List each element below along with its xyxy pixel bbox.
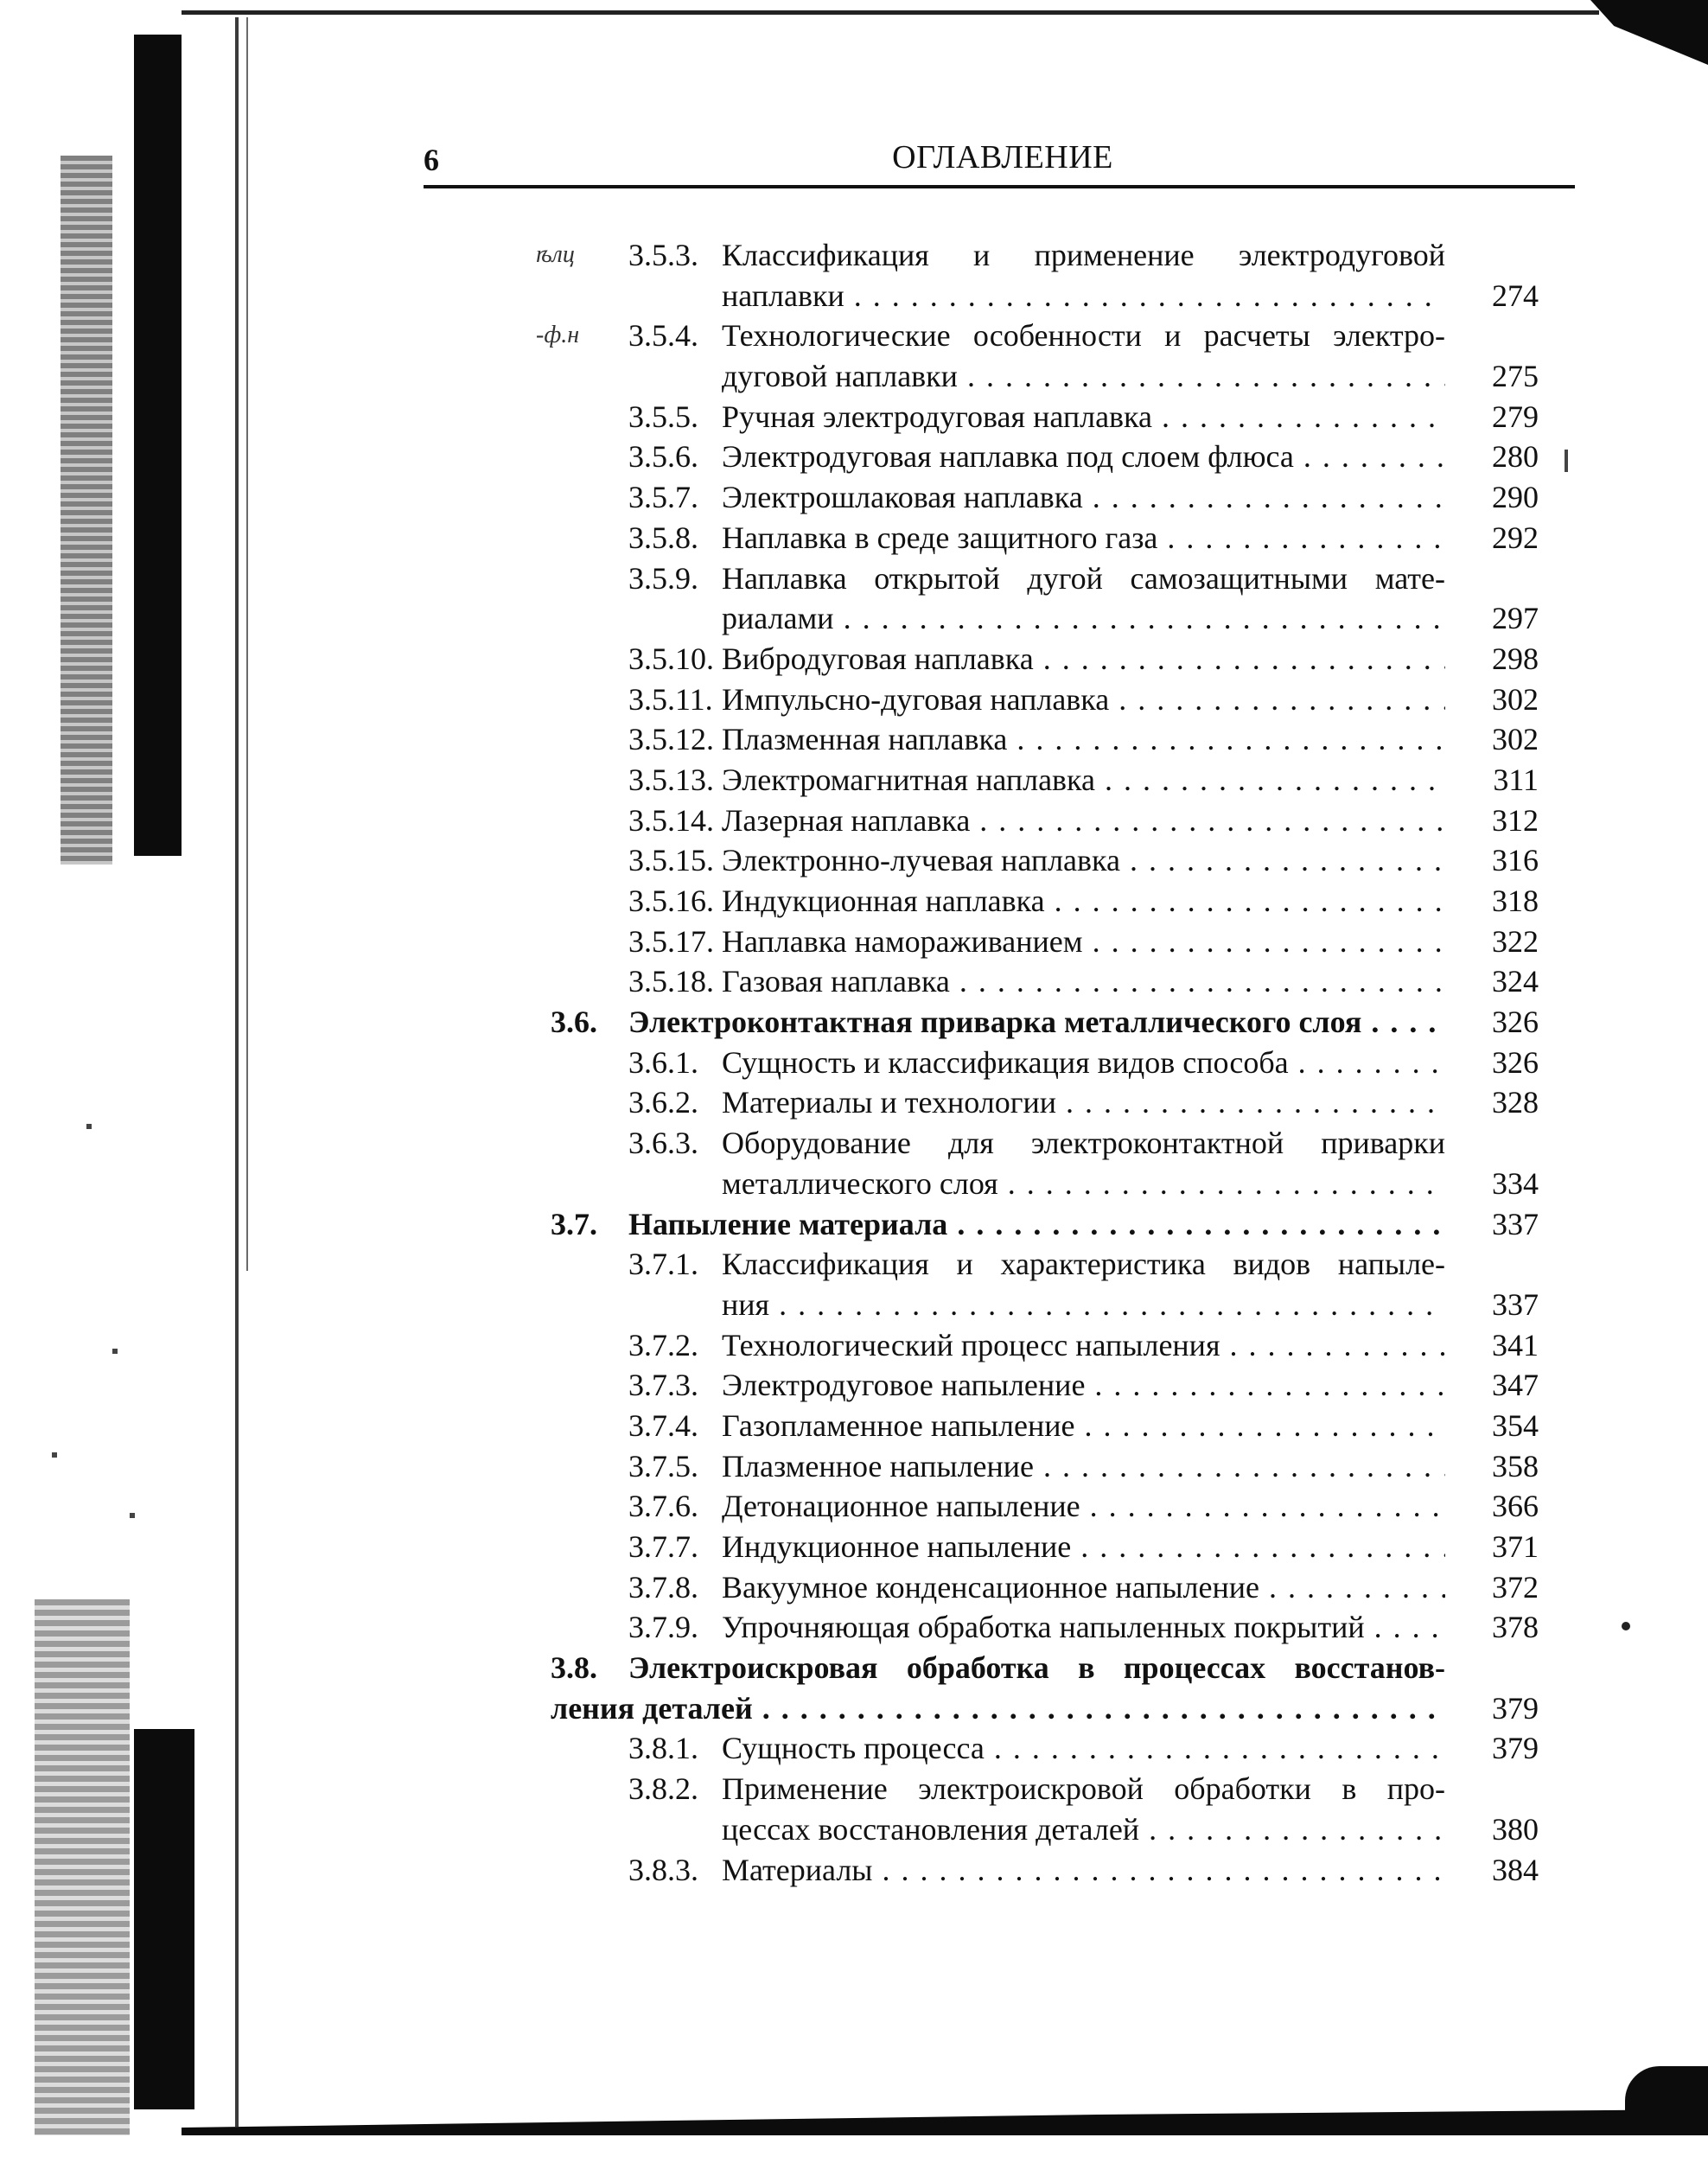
toc-entry-title: Электроконтактная приварка металлического слоя . . . [628, 1002, 1445, 1043]
toc-entry-number: 3.8. [551, 1650, 597, 1686]
toc-entry [0, 1002, 1708, 1043]
toc-entry [0, 437, 1708, 477]
toc-entry [0, 1204, 1708, 1245]
toc-entry [0, 922, 1708, 962]
toc-entry-title: Детонационное напыление . . . [722, 1486, 1445, 1527]
toc-entry-number: 3.7. [551, 1206, 597, 1241]
toc-entry-page: 380 [1492, 1811, 1539, 1847]
toc-entry-number: 3.7.4. [628, 1407, 698, 1443]
toc-entry-number: 3.5.9. [628, 560, 698, 596]
toc-entry-number: 3.5.8. [628, 520, 698, 555]
page-number: 6 [424, 143, 439, 177]
toc-entry [0, 760, 1708, 801]
toc-entry-number: 3.7.5. [628, 1448, 698, 1483]
toc-entry-title: Индукционное напыление . . . [722, 1527, 1445, 1567]
toc-entry-page: 379 [1492, 1731, 1539, 1766]
toc-entry-title: ния . . . [722, 1285, 1445, 1325]
toc-entry-number: 3.5.18. [628, 964, 714, 999]
toc-entry-page: 372 [1492, 1569, 1539, 1605]
toc-entry-title: Газопламенное напыление . . . [722, 1406, 1445, 1446]
toc-entry [0, 1567, 1708, 1608]
toc-entry-number: 3.7.6. [628, 1489, 698, 1524]
toc-entry-number: 3.5.13. [628, 762, 714, 797]
toc-entry-page: 297 [1492, 601, 1539, 636]
toc-entry [0, 1164, 1708, 1204]
toc-entry-title: Вибродуговая наплавка . . . [722, 639, 1445, 680]
toc-entry-title: цессах восстановления деталей . . . [722, 1809, 1445, 1850]
scan-top-edge [182, 10, 1599, 15]
toc-entry-title: Электронно-лучевая наплавка . . . [722, 840, 1445, 881]
page-title: ОГЛАВЛЕНИЕ [892, 139, 1113, 175]
header-rule [424, 185, 1575, 188]
toc-entry [0, 1123, 1708, 1164]
toc-entry-page: 279 [1492, 399, 1539, 434]
toc-entry-title: Технологический процесс напыления . . . [722, 1325, 1445, 1366]
toc-entry-number: 3.6.2. [628, 1085, 698, 1120]
toc-entry-title: Плазменное напыление . . . [722, 1446, 1445, 1487]
toc-entry-page: 274 [1492, 278, 1539, 313]
toc-entry-number: 3.5.16. [628, 884, 714, 918]
toc-entry-page: 358 [1492, 1448, 1539, 1483]
scan-bottom-corner [1625, 2066, 1708, 2118]
toc-entry-number: 3.7.8. [628, 1569, 698, 1605]
toc-entry [0, 276, 1708, 316]
toc-entry-page: 341 [1492, 1327, 1539, 1362]
toc-entry-number: 3.7.3. [628, 1368, 698, 1403]
toc-entry [0, 1648, 1708, 1688]
toc-entry-page: 328 [1492, 1085, 1539, 1120]
toc-entry [0, 1486, 1708, 1527]
toc-entry [0, 1607, 1708, 1648]
toc-entry-title: Оборудование для электроконтактной приварки [722, 1126, 1445, 1161]
toc-entry-number: 3.5.11. [628, 681, 713, 717]
toc-entry [0, 1285, 1708, 1325]
scan-top-corner [1590, 0, 1708, 65]
toc-entry-title: наплавки . . . [722, 276, 1445, 316]
toc-entry [0, 961, 1708, 1002]
toc-entry-title: Плазменная наплавка . . . [722, 719, 1445, 760]
toc-entry [0, 1365, 1708, 1406]
toc-entry-number: 3.5.7. [628, 480, 698, 515]
toc-entry-title: Электроискровая обработка в процессах восстанов- [628, 1650, 1445, 1686]
toc-entry [0, 801, 1708, 841]
toc-entry-title: Электрошлаковая наплавка . . . [722, 477, 1445, 518]
toc-entry-title: Наплавка в среде защитного газа . . . [722, 518, 1445, 558]
toc-entry-page: 322 [1492, 923, 1539, 959]
toc-entry-number: 3.6.3. [628, 1126, 698, 1161]
toc-entry-page: 318 [1492, 884, 1539, 918]
toc-entry [0, 1043, 1708, 1083]
toc-entry-title: Классификация и характеристика видов напыле- [722, 1247, 1445, 1282]
running-header [424, 130, 1582, 182]
toc-entry-title: Электродуговое напыление . . . [722, 1365, 1445, 1406]
toc-entry-number: 3.5.17. [628, 923, 714, 959]
toc-entry-title: Классификация и применение электродуговой [722, 238, 1445, 272]
toc-entry-title: Лазерная наплавка . . . [722, 801, 1445, 841]
toc-entry [0, 1082, 1708, 1123]
toc-entry-number: 3.5.12. [628, 722, 714, 757]
toc-entry-page: 312 [1492, 802, 1539, 838]
toc-entry-title: Применение электроискровой обработки в про- [722, 1771, 1445, 1807]
toc-entry-title: Материалы и технологии . . . [722, 1082, 1445, 1123]
toc-entry-number: 3.8.2. [628, 1771, 698, 1807]
toc-entry-number: 3.7.2. [628, 1327, 698, 1362]
toc-entry-title: Электромагнитная наплавка . . . [722, 760, 1445, 801]
toc-entry-number: 3.5.4. [628, 318, 698, 354]
toc-entry [0, 1244, 1708, 1285]
toc-entry-number: 3.8.3. [628, 1852, 698, 1887]
toc-entry [0, 840, 1708, 881]
toc-entry-number: 3.7.1. [628, 1247, 698, 1282]
toc-entry-page: 298 [1492, 641, 1539, 676]
toc-entry-title: Материалы . . . [722, 1850, 1445, 1891]
toc-entry-title: Технологические особенности и расчеты электро- [722, 318, 1445, 354]
toc-entry [0, 1527, 1708, 1567]
toc-entry-page: 379 [1492, 1690, 1539, 1726]
toc-entry-page: 378 [1492, 1610, 1539, 1645]
toc-entry [0, 1728, 1708, 1769]
toc-entry-title: Ручная электродуговая наплавка . . . [722, 397, 1445, 437]
toc-entry-title: Сущность и классификация видов способа . . . [722, 1043, 1445, 1083]
toc-entry-number: 3.7.9. [628, 1610, 698, 1645]
toc-entry [0, 316, 1708, 356]
toc-entry-page: 384 [1492, 1852, 1539, 1887]
toc-entry-title: дуговой наплавки . . . [722, 356, 1445, 397]
toc-entry [0, 881, 1708, 922]
toc-entry-page: 337 [1492, 1206, 1539, 1241]
toc-entry-title: Электродуговая наплавка под слоем флюса . . . [722, 437, 1445, 477]
toc-entry [0, 477, 1708, 518]
toc-entry [0, 1325, 1708, 1366]
toc-entry-title: Сущность процесса . . . [722, 1728, 1445, 1769]
toc-entry [0, 558, 1708, 599]
toc-entry [0, 1406, 1708, 1446]
toc-entry-page: 290 [1492, 480, 1539, 515]
toc-entry-page: 324 [1492, 964, 1539, 999]
toc-entry-page: 326 [1492, 1044, 1539, 1080]
toc-entry-number: 3.5.14. [628, 802, 714, 838]
toc-entry-title: металлического слоя . . . [722, 1164, 1445, 1204]
toc-entry-number: 3.6.1. [628, 1044, 698, 1080]
margin-annotation: -ф.н [536, 322, 580, 349]
toc-entry-title: Упрочняющая обработка напыленных покрытий . . . [722, 1607, 1445, 1648]
toc-entry-page: 337 [1492, 1286, 1539, 1322]
toc-entry-page: 371 [1492, 1529, 1539, 1564]
toc-entry [0, 356, 1708, 397]
toc-entry [0, 1446, 1708, 1487]
toc-entry [0, 518, 1708, 558]
toc-entry-number: 3.5.5. [628, 399, 698, 434]
scan-bottom-edge [182, 2109, 1708, 2135]
toc-entry-page: 334 [1492, 1165, 1539, 1201]
toc-entry-title: Напыление материала . . . [628, 1204, 1445, 1245]
toc-entry-page: 311 [1493, 762, 1539, 797]
margin-annotation: ѣлц [536, 241, 575, 268]
toc-entry [0, 397, 1708, 437]
toc-entry-number: 3.5.6. [628, 439, 698, 475]
toc-entry-title: Газовая наплавка . . . [722, 961, 1445, 1002]
toc-entry-title: ления деталей . . . [551, 1688, 1445, 1729]
toc-entry-title: Импульсно-дуговая наплавка . . . [722, 680, 1445, 720]
toc-entry-page: 275 [1492, 359, 1539, 394]
toc-entry-page: 347 [1492, 1368, 1539, 1403]
toc-entry [0, 1850, 1708, 1891]
toc-entry-title: Индукционная наплавка . . . [722, 881, 1445, 922]
toc-entry-number: 3.8.1. [628, 1731, 698, 1766]
toc-entry [0, 639, 1708, 680]
toc-entry [0, 598, 1708, 639]
toc-entry-page: 354 [1492, 1407, 1539, 1443]
toc-entry-title: Вакуумное конденсационное напыление . . . [722, 1567, 1445, 1608]
toc-entry-title: Наплавка открытой дугой самозащитными мате- [722, 560, 1445, 596]
toc-entry-page: 316 [1492, 843, 1539, 878]
toc-entry-page: 280 [1492, 439, 1539, 475]
toc-entry [0, 1809, 1708, 1850]
toc-entry [0, 719, 1708, 760]
toc-entry-number: 3.7.7. [628, 1529, 698, 1564]
toc-entry-title: Наплавка намораживанием . . . [722, 922, 1445, 962]
toc-entry-number: 3.5.10. [628, 641, 714, 676]
toc-entry-number: 3.5.3. [628, 238, 698, 272]
toc-entry-page: 292 [1492, 520, 1539, 555]
toc-entry-page: 302 [1492, 681, 1539, 717]
toc-entry [0, 1769, 1708, 1809]
toc-entry-page: 366 [1492, 1489, 1539, 1524]
toc-entry-number: 3.5.15. [628, 843, 714, 878]
toc-entry-number: 3.6. [551, 1005, 597, 1040]
toc-entry-page: 302 [1492, 722, 1539, 757]
toc-entry-title: риалами . . . [722, 598, 1445, 639]
toc-entry [0, 1688, 1708, 1729]
toc-entry [0, 235, 1708, 276]
toc-entry [0, 680, 1708, 720]
table-of-contents [0, 235, 1708, 1890]
toc-entry-page: 326 [1492, 1005, 1539, 1040]
